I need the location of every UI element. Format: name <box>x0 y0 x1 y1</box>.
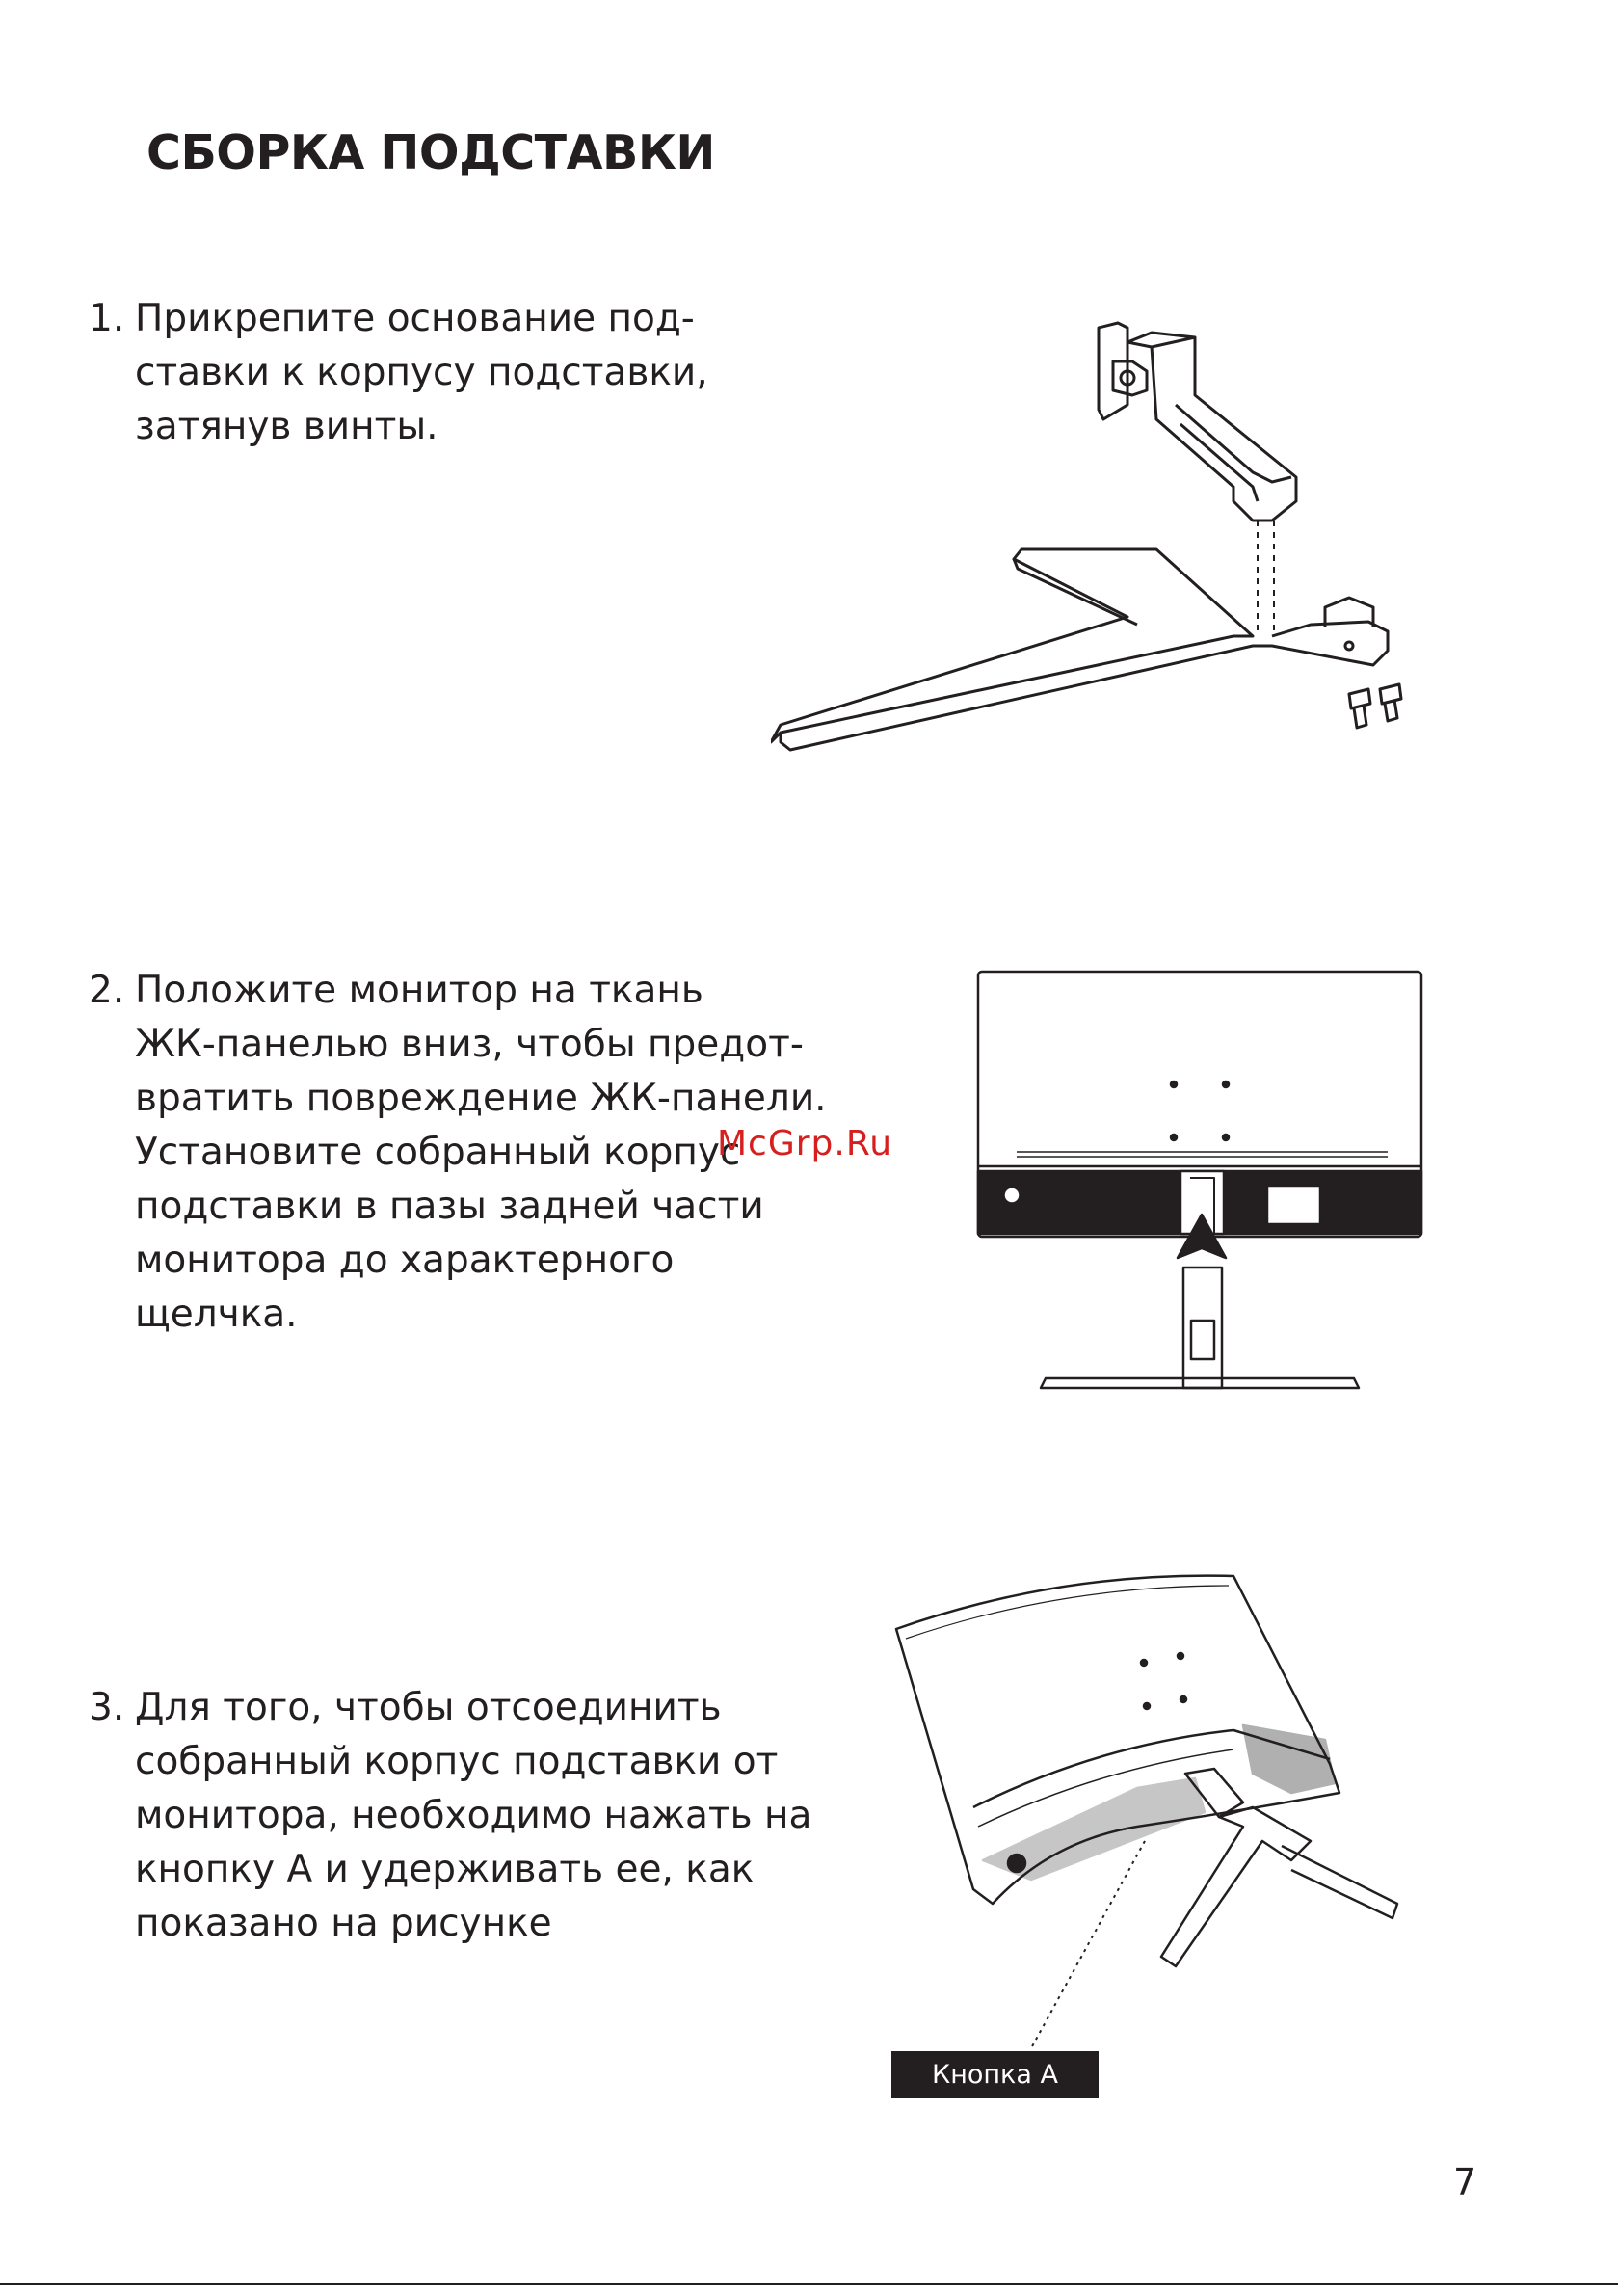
step-3-line: собранный корпус подставки от <box>135 1740 779 1783</box>
stand-assembly-illustration <box>771 318 1426 761</box>
step-2 <box>89 964 827 1342</box>
page-number: 7 <box>1453 2161 1477 2203</box>
step-2-line: 2. Положите монитор на ткань <box>89 964 827 1018</box>
button-a-callout: Кнопка А <box>891 2051 1099 2098</box>
watermark: McGrp.Ru <box>717 1124 893 1163</box>
step-3-line: монитора, необходимо нажать на <box>135 1794 812 1837</box>
screw-icon <box>1349 689 1370 728</box>
monitor-detach-illustration <box>887 1571 1446 2082</box>
screw-icon <box>1380 684 1401 721</box>
step-number: 3. <box>89 1686 125 1729</box>
step-2-line: монитора до характерного <box>135 1239 675 1282</box>
step-2-line: ЖК-панелью вниз, чтобы предот- <box>135 1023 804 1066</box>
step-number: 2. <box>89 969 125 1012</box>
step-1-line: 1. Прикрепите основание под- <box>89 292 708 346</box>
step-2-line: подставки в пазы задней части <box>135 1185 764 1228</box>
monitor-back-illustration <box>973 964 1436 1398</box>
step-1 <box>89 292 708 454</box>
step-3-line: показано на рисунке <box>135 1902 552 1945</box>
step-1-line: ставки к корпусу подставки, <box>135 351 708 394</box>
page-title: СБОРКА ПОДСТАВКИ <box>146 125 715 180</box>
step-1-line: затянув винты. <box>135 405 438 448</box>
step-3-line: 3. Для того, чтобы отсоединить <box>89 1681 811 1735</box>
step-number: 1. <box>89 297 125 340</box>
step-2-line: вратить повреждение ЖК-панели. <box>135 1077 827 1120</box>
step-3 <box>89 1681 811 1951</box>
step-2-line: щелчка. <box>135 1293 298 1336</box>
bottom-rule <box>0 2283 1618 2285</box>
step-2-line: Установите собранный корпус <box>135 1131 741 1174</box>
step-3-line: кнопку А и удерживать ее, как <box>135 1848 755 1891</box>
